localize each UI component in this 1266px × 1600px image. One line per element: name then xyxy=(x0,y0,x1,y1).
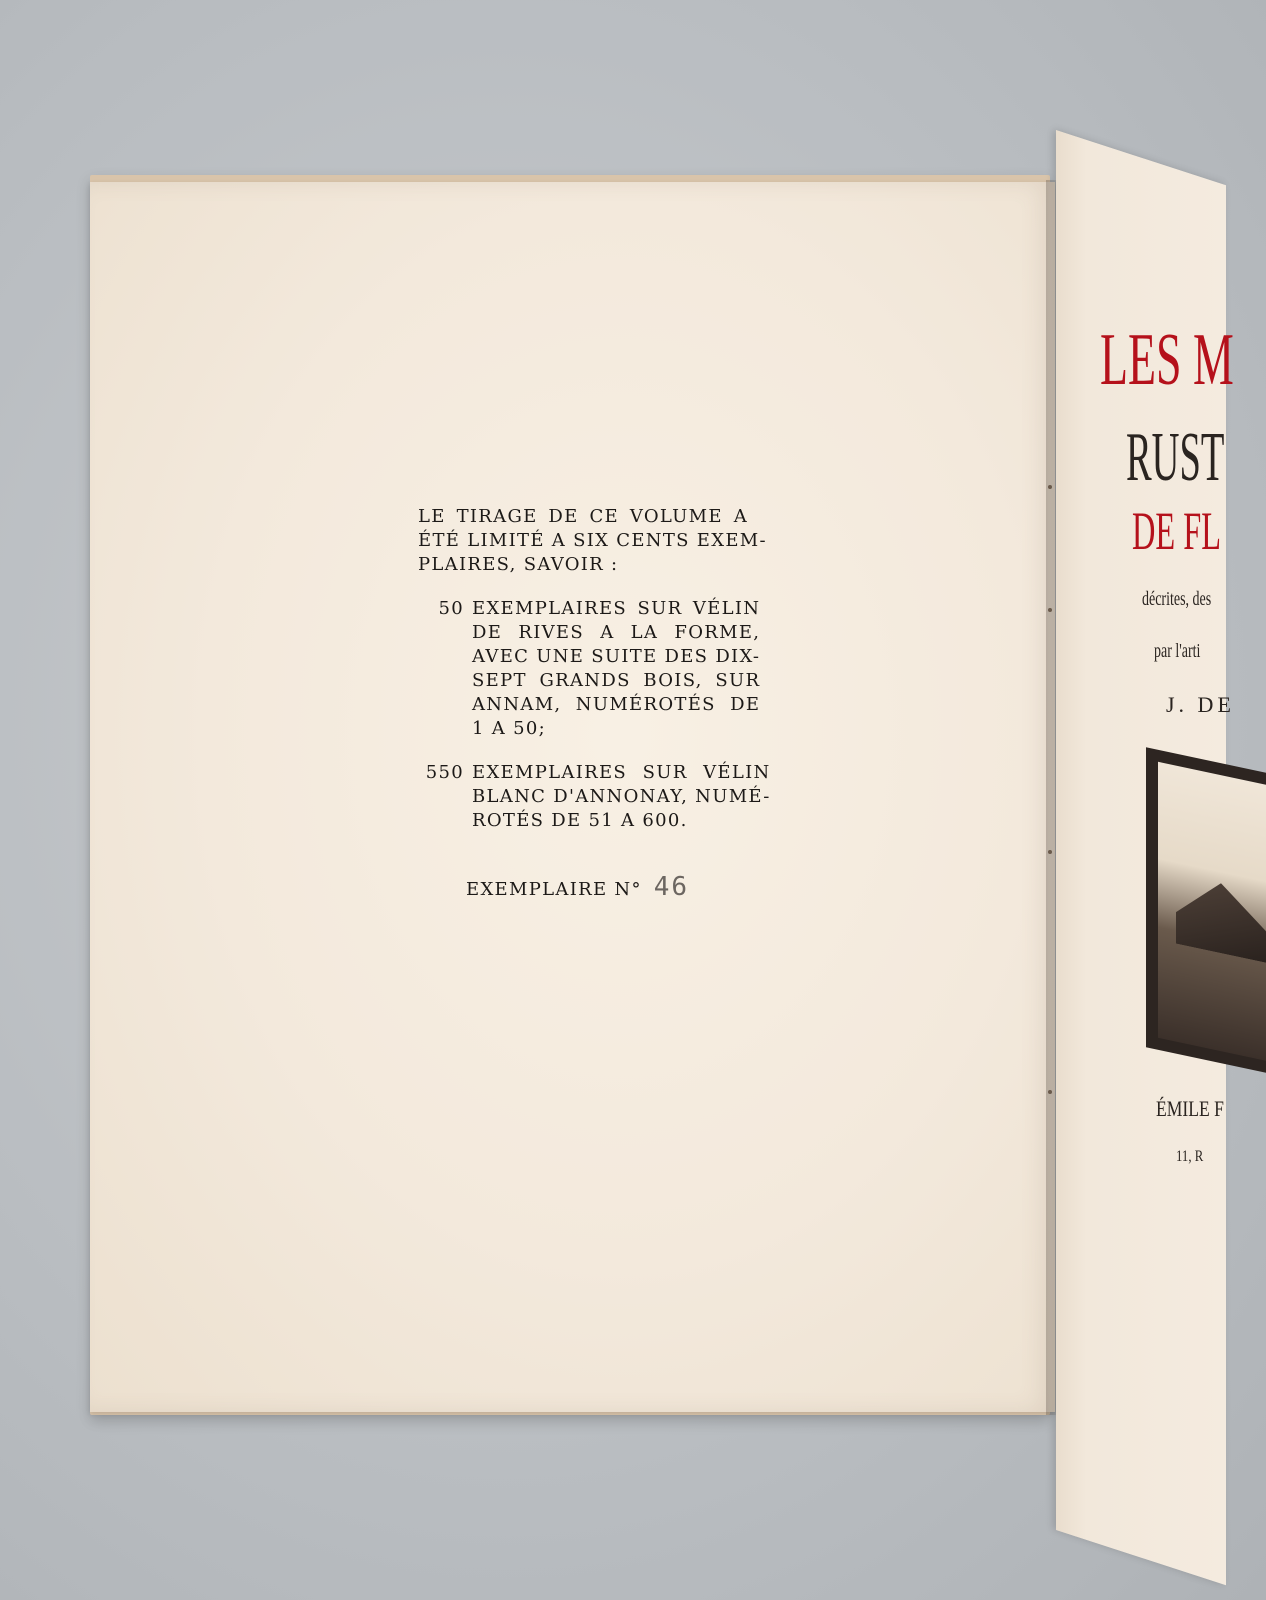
edition-line: SEPT GRANDS BOIS, SUR xyxy=(472,670,761,691)
edition-line: DE RIVES A LA FORME, xyxy=(472,622,761,643)
copy-number-stamp: 46 xyxy=(653,872,690,902)
edition-description xyxy=(472,761,771,833)
publisher-line: ÉMILE F xyxy=(1156,1096,1224,1121)
edition-count: 50 xyxy=(438,598,464,619)
edition-entry xyxy=(418,761,771,833)
title-line: LES M xyxy=(1100,319,1234,401)
stitch-mark xyxy=(1048,485,1052,489)
stitch-mark xyxy=(1048,1090,1052,1094)
edition-entry xyxy=(418,597,761,741)
edition-count: 550 xyxy=(425,762,464,783)
colophon-intro-line: ÉTÉ LIMITÉ A SIX CENTS EXEM- xyxy=(418,530,767,551)
copy-number-label: EXEMPLAIRE N° xyxy=(466,879,642,900)
edition-line: EXEMPLAIRES SUR VÉLIN xyxy=(472,762,771,783)
title-line: RUST xyxy=(1126,419,1225,496)
edition-description xyxy=(472,597,760,741)
address-line: 11, R xyxy=(1176,1148,1204,1165)
stitch-mark xyxy=(1048,850,1052,854)
colophon-intro-line: LE TIRAGE DE CE VOLUME A xyxy=(418,506,748,527)
stitch-mark xyxy=(1048,608,1052,612)
title-line: DE FL xyxy=(1132,501,1222,561)
edition-line: ANNAM, NUMÉROTÉS DE xyxy=(472,694,761,715)
copy-number-line xyxy=(466,872,748,902)
edition-line: ROTÉS DE 51 A 600. xyxy=(472,810,688,831)
woodcut-illustration xyxy=(1146,747,1266,1073)
colophon-intro-line: PLAIRES, SAVOIR : xyxy=(418,554,619,575)
edition-line: EXEMPLAIRES SUR VÉLIN xyxy=(472,598,761,619)
colophon-text xyxy=(418,505,771,902)
subtitle-line: par l'arti xyxy=(1154,640,1201,662)
subtitle-line: décrites, des xyxy=(1142,588,1212,610)
edition-line: AVEC UNE SUITE DES DIX- xyxy=(472,646,761,667)
edition-line: 1 A 50; xyxy=(472,718,546,739)
edition-line: BLANC D'ANNONAY, NUMÉ- xyxy=(472,786,771,807)
author-line: J. DE xyxy=(1166,692,1235,717)
